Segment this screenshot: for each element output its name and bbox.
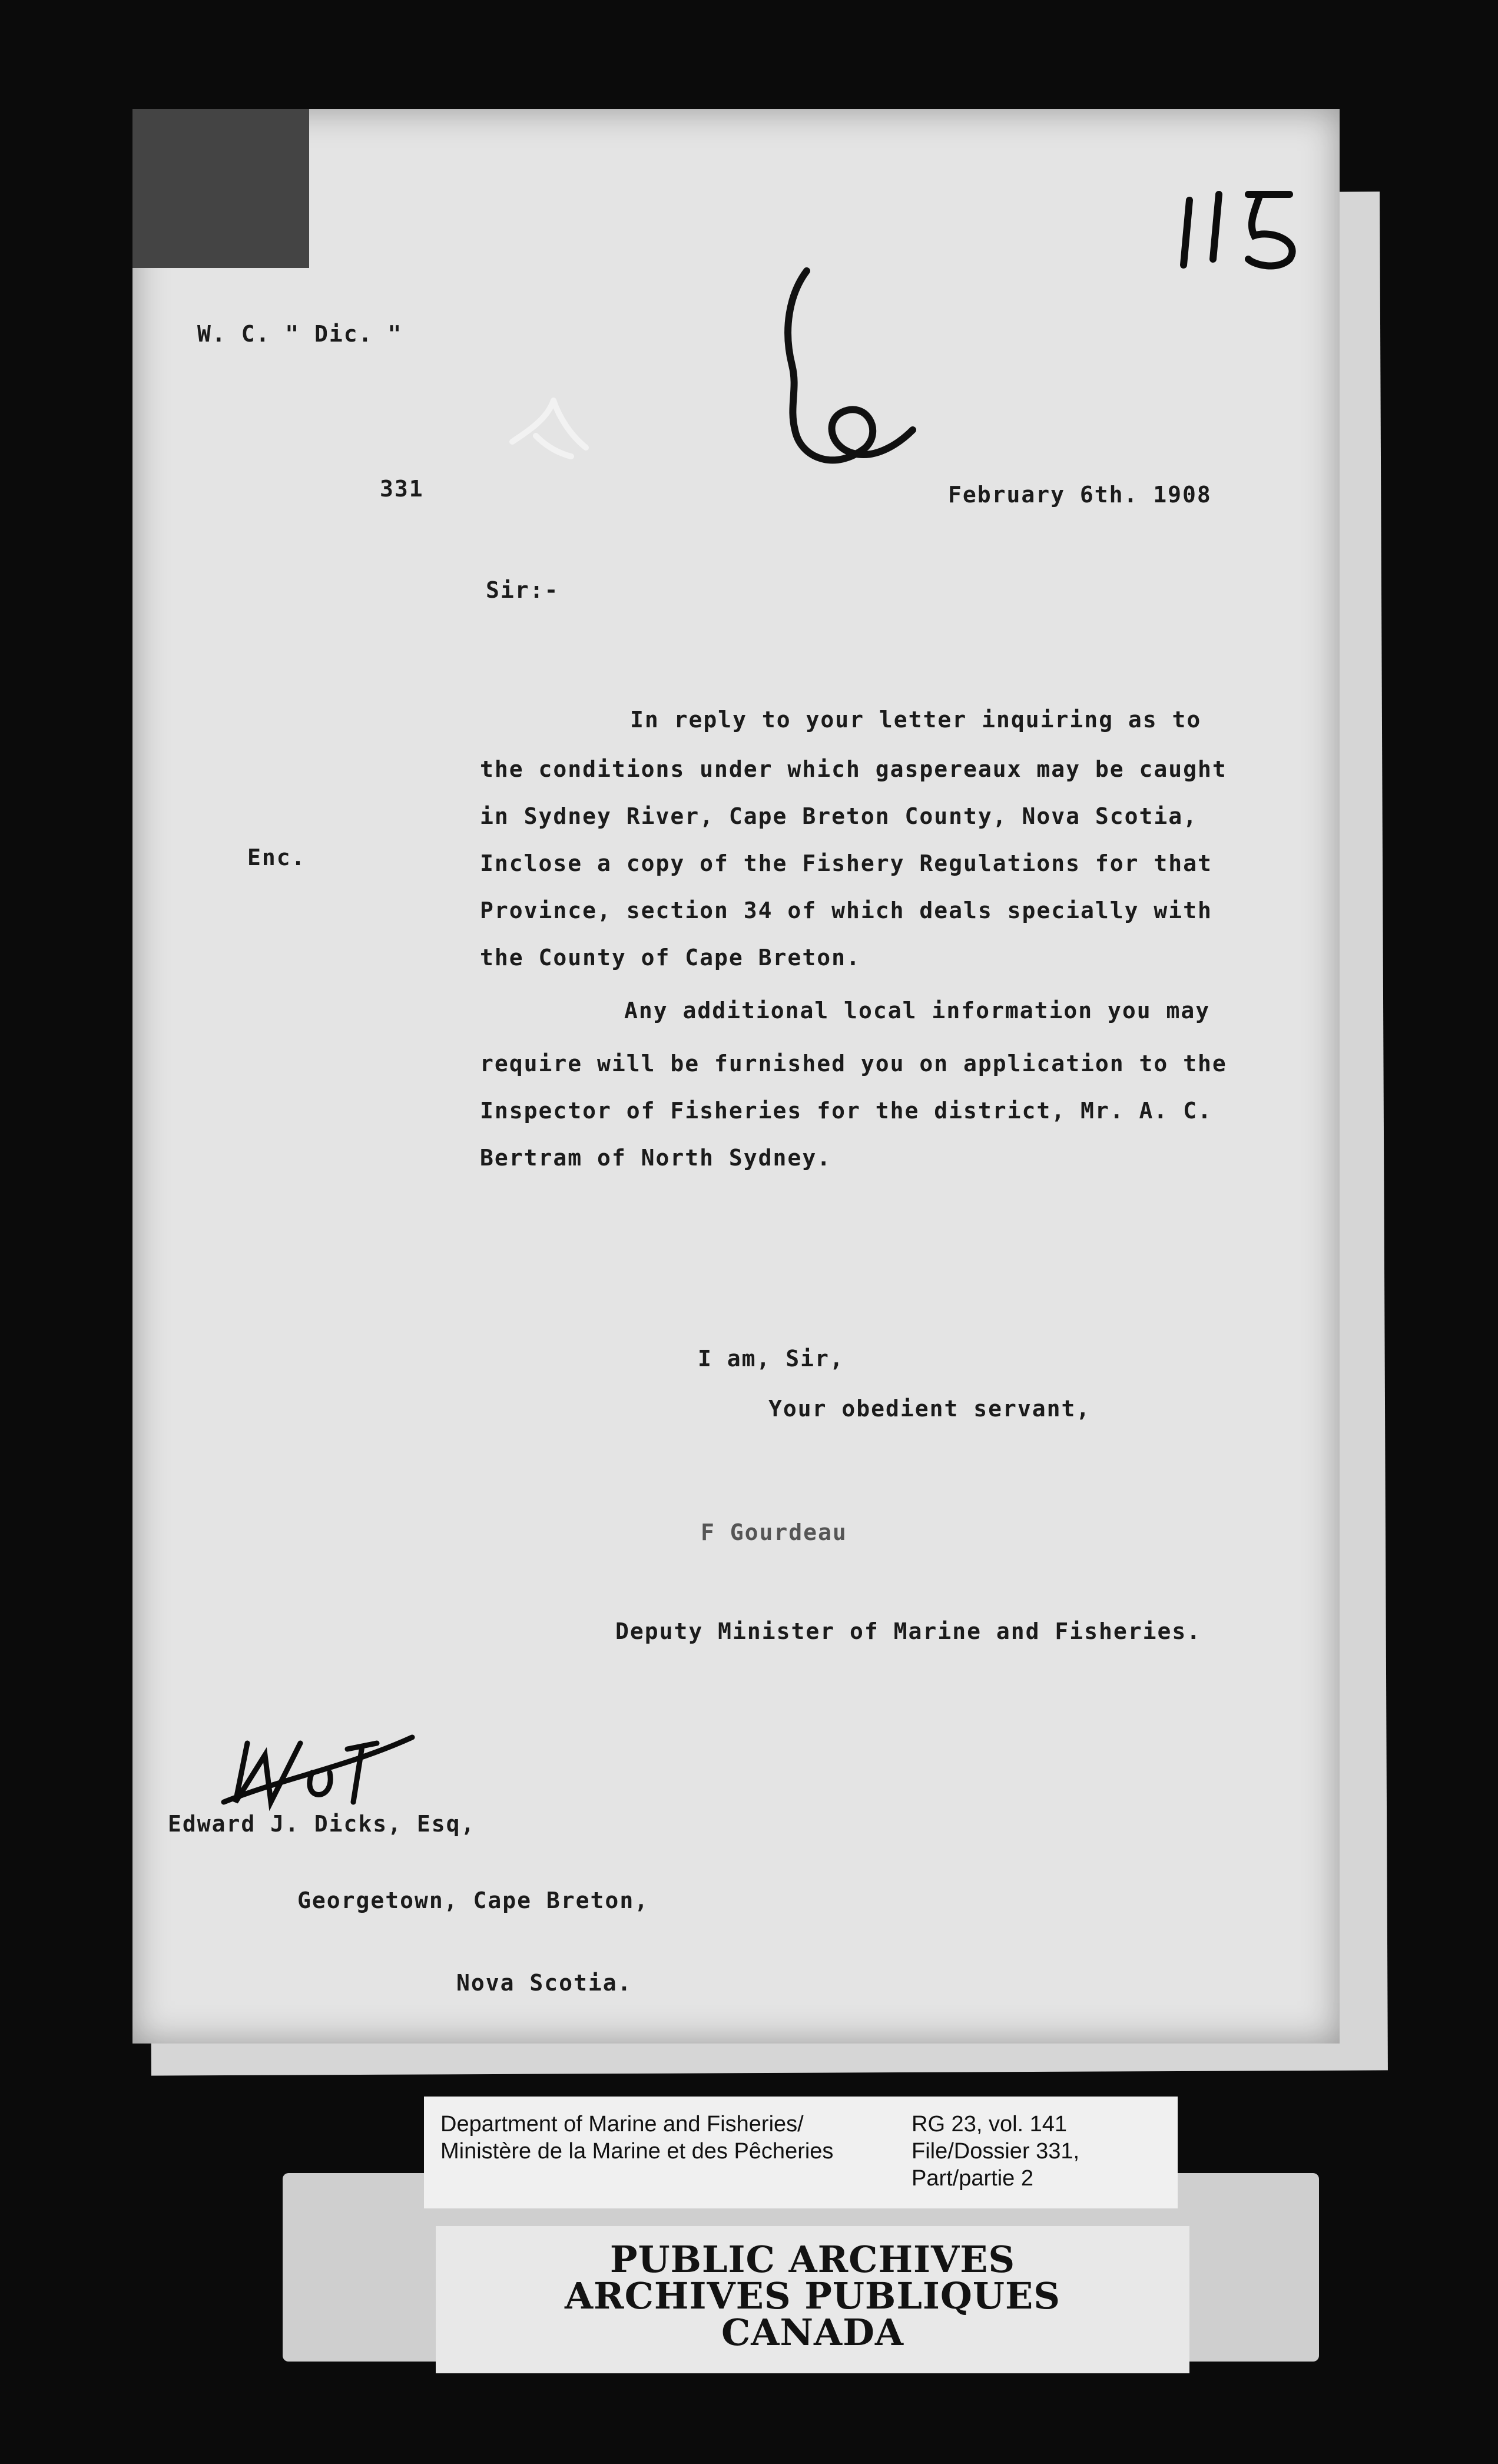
label-department-fr: Ministère de la Marine et des Pêcheries (440, 2139, 834, 2164)
body-line: Province, section 34 of which deals specially with (480, 897, 1212, 923)
handwritten-initials (212, 1702, 424, 1826)
label-reference: RG 23, vol. 141 (912, 2112, 1068, 2137)
body-line: Inclose a copy of the Fishery Regulations for that (480, 850, 1212, 876)
letter-date: February 6th. 1908 (948, 482, 1212, 508)
file-number: 331 (380, 476, 424, 502)
body-line: In reply to your letter inquiring as to (630, 707, 1202, 733)
label-part: Part/partie 2 (912, 2166, 1033, 2191)
stamp-line-1: PUBLIC ARCHIVES (609, 2238, 1016, 2281)
body-line: the County of Cape Breton. (480, 945, 861, 971)
closing-line-1: I am, Sir, (698, 1346, 844, 1372)
salutation: Sir:- (486, 577, 559, 603)
signature-typed: F Gourdeau (701, 1519, 847, 1545)
label-department-en: Department of Marine and Fisheries/ (440, 2112, 804, 2137)
body-line: Bertram of North Sydney. (480, 1145, 832, 1171)
handwritten-page-number (1172, 177, 1337, 283)
body-line: in Sydney River, Cape Breton County, Nova Scotia, (480, 803, 1198, 829)
body-line: require will be furnished you on application to the (480, 1051, 1227, 1077)
dictation-reference: W. C. " Dic. " (197, 321, 403, 347)
stamp-line-3: CANADA (721, 2311, 904, 2354)
enclosure-note: Enc. (247, 844, 306, 870)
handwritten-mark-e (765, 253, 919, 477)
body-line: the conditions under which gaspereaux may be caught (480, 756, 1227, 782)
ink-smudge (501, 377, 595, 465)
archive-label (424, 2097, 1178, 2208)
addressee-town: Georgetown, Cape Breton, (297, 1887, 649, 1913)
body-line: Any additional local information you may (624, 998, 1211, 1024)
addressee-name: Edward J. Dicks, Esq, (168, 1811, 476, 1837)
label-file: File/Dossier 331, (912, 2139, 1080, 2164)
corner-tab (132, 109, 309, 268)
body-line: Inspector of Fisheries for the district, Mr. A. C. (480, 1098, 1212, 1124)
stamp-line-2: ARCHIVES PUBLIQUES (564, 2274, 1061, 2317)
signatory-title: Deputy Minister of Marine and Fisheries. (615, 1618, 1202, 1644)
addressee-province: Nova Scotia. (456, 1970, 632, 1996)
closing-line-2: Your obedient servant, (768, 1396, 1091, 1422)
